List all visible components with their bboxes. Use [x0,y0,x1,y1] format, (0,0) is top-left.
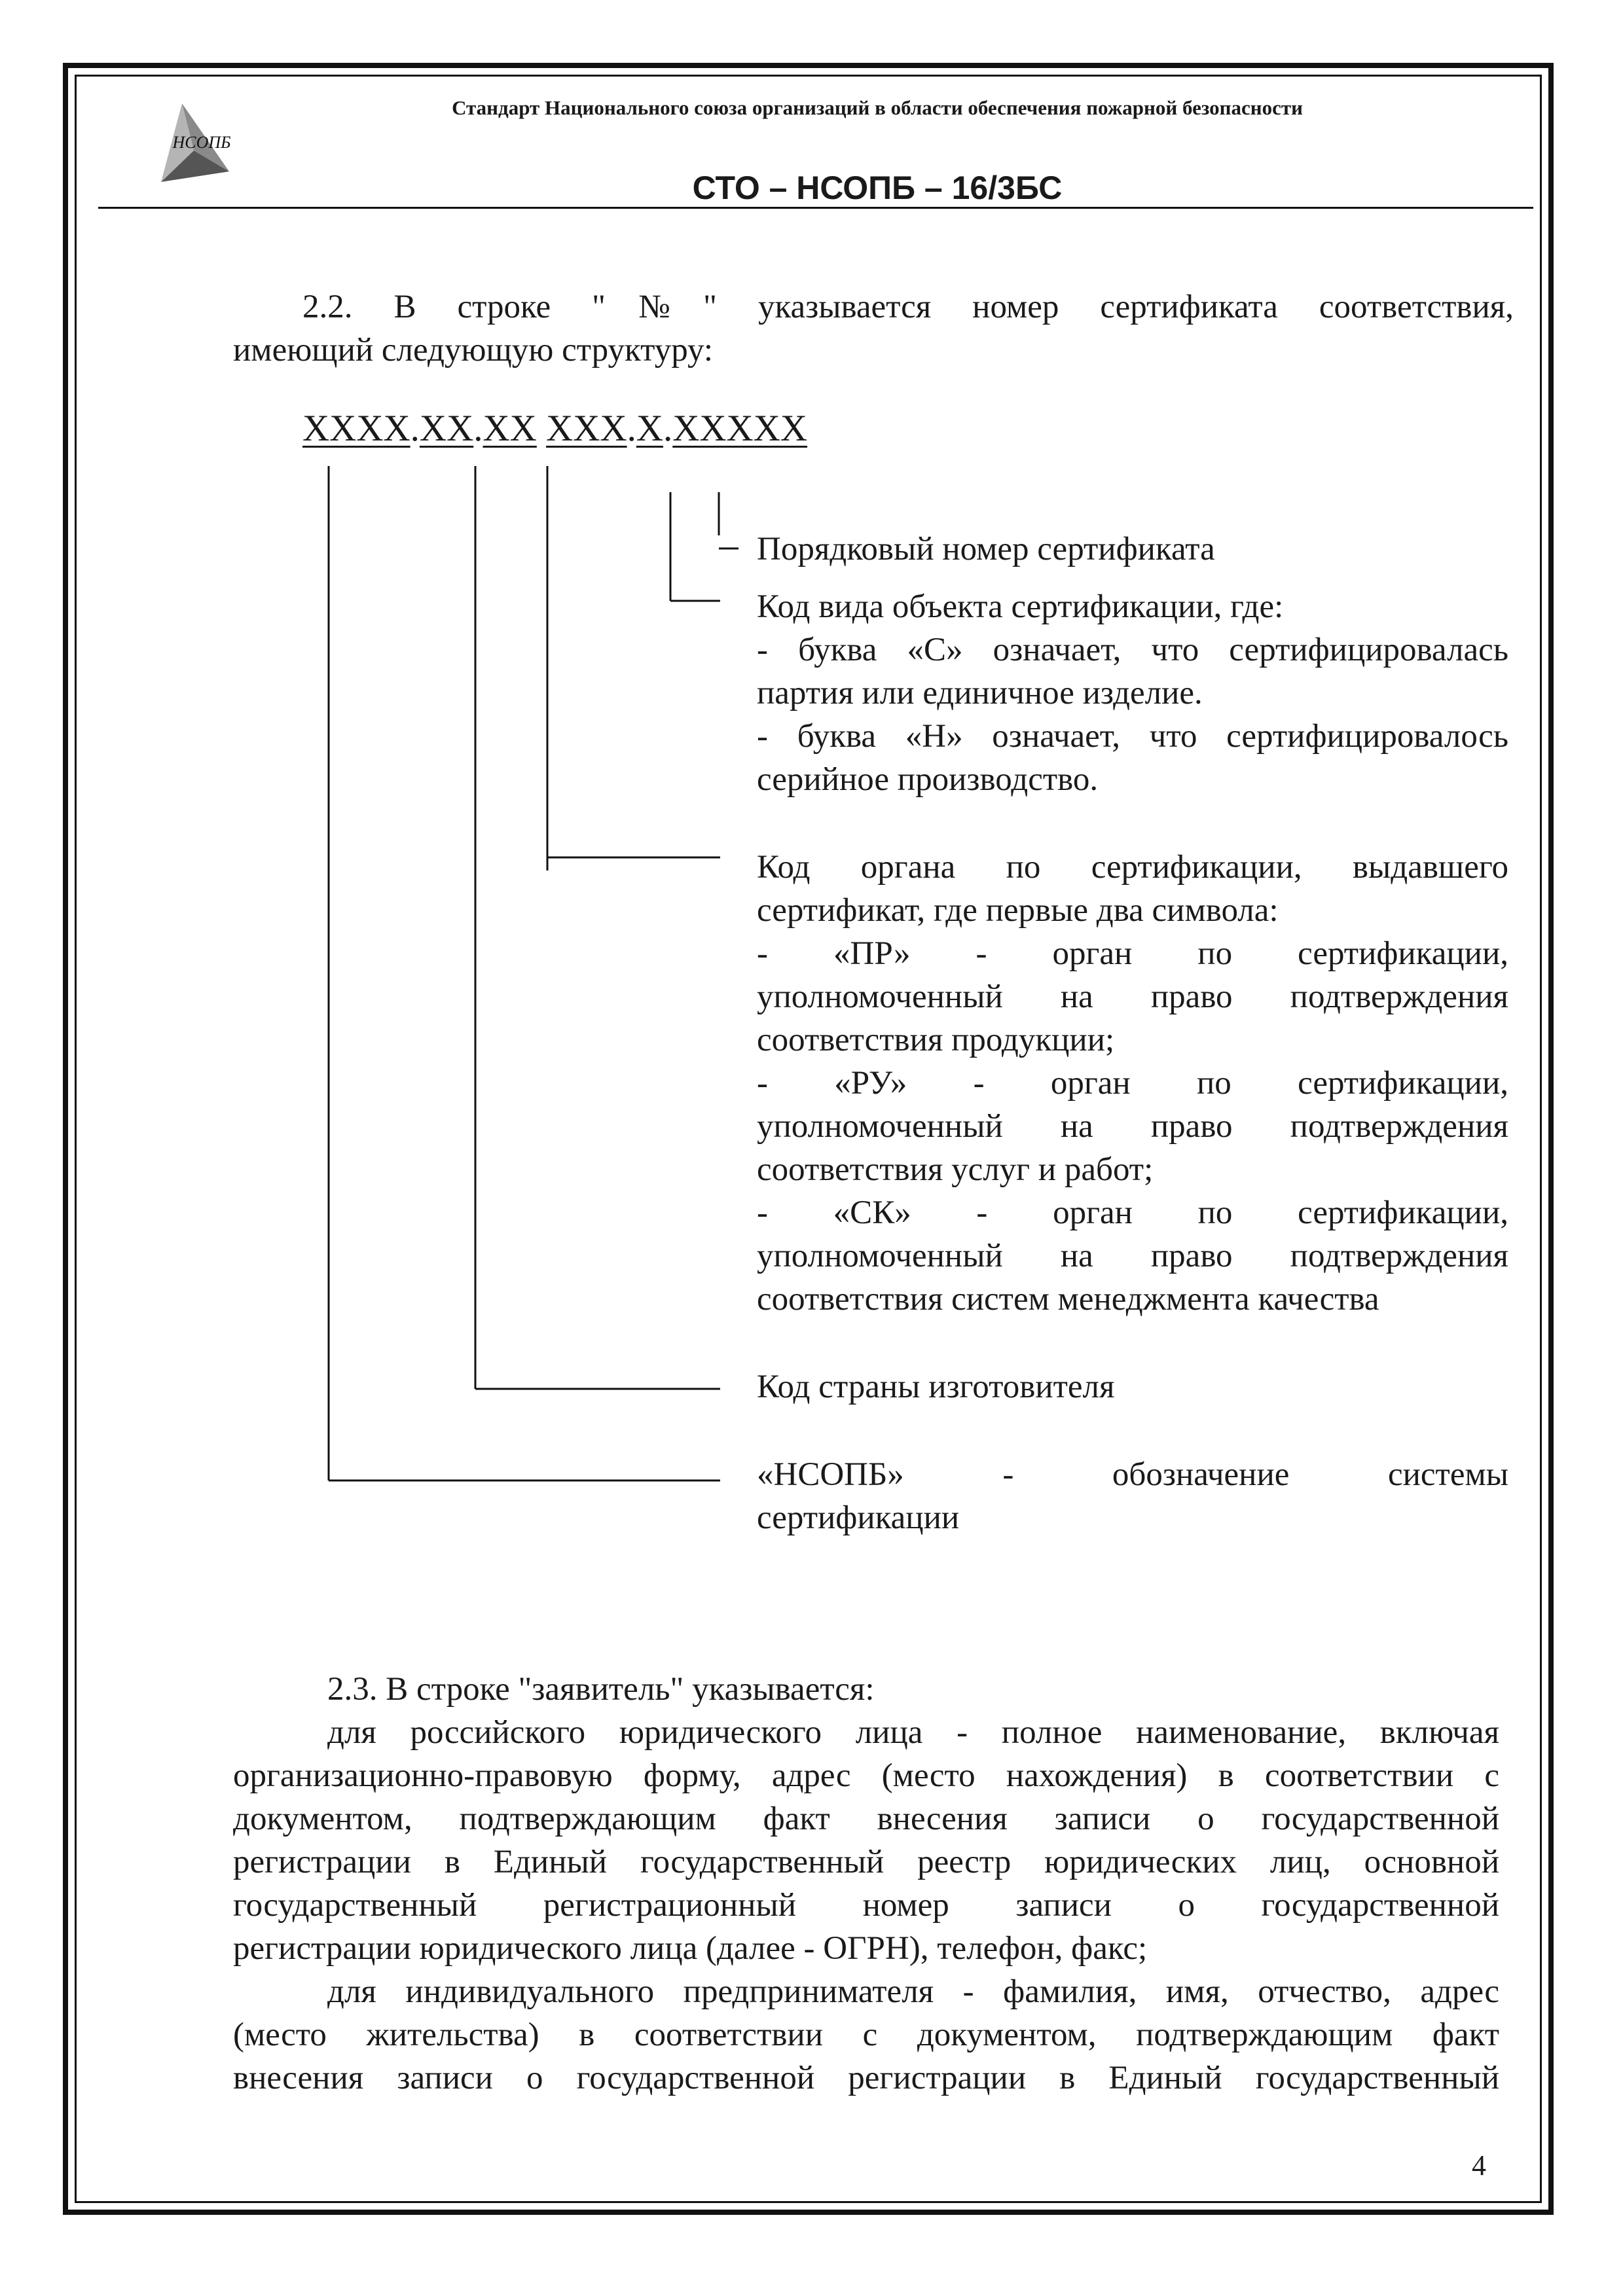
annotation-body-code-title: Код органа по сертификации, выдавшего [757,849,1508,886]
annotation-body-code-line: соответствия услуг и работ; [757,1151,1154,1188]
annotation-serial-number: Порядковый номер сертификата [757,531,1215,567]
annotation-system-line: сертификации [757,1499,960,1536]
section-2-3-intro: 2.3. В строке "заявитель" указывается: [327,1671,875,1708]
section-2-3-para-1-line: регистрации юридического лица (далее - ОГРН), телефон, факс; [233,1930,1148,1967]
cert-code-structure: XXXX.XX.XX XXX.X.XXXXX [302,408,808,449]
cert-code-seg-2: XX [419,408,474,449]
section-2-3-para-2-line: (место жительства) в соответствии с документом, подтверждающим факт [233,2017,1499,2053]
annotation-body-code-line: - «СК» - орган по сертификации, [757,1194,1508,1231]
section-2-3-para-1-line: организационно-правовую форму, адрес (место нахождения) в соответствии с [233,1757,1499,1794]
cert-code-seg-5: X [636,408,663,449]
annotation-object-type-line: - буква «С» означает, что сертифицировалась [757,632,1508,668]
annotation-body-code-line: сертификат, где первые два символа: [757,892,1279,929]
section-2-3-para-1-line: для российского юридического лица - полное наименование, включая [327,1714,1499,1751]
annotation-body-code-line: уполномоченный на право подтверждения [757,978,1508,1015]
annotation-body-code-line: - «ПР» - орган по сертификации, [757,935,1508,972]
section-2-3-para-1-line: государственный регистрационный номер записи о государственной [233,1887,1499,1924]
section-2-2-line-1: 2.2. В строке "№" указывается номер сертификата соответствия, [302,289,1514,325]
section-2-3-para-2-line: для индивидуального предпринимателя - фамилия, имя, отчество, адрес [327,1973,1499,2010]
page-number: 4 [1472,2149,1486,2181]
annotation-system-line: «НСОПБ» - обозначение системы [757,1456,1508,1493]
annotation-body-code-line: уполномоченный на право подтверждения [757,1238,1508,1274]
section-2-3-para-1-line: документом, подтверждающим факт внесения записи о государственной [233,1801,1499,1837]
cert-code-seg-3: XX [483,408,537,449]
annotation-body-code-line: соответствия систем менеджмента качества [757,1281,1379,1318]
section-2-3-para-2-line: внесения записи о государственной регистрации в Единый государственный [233,2060,1499,2096]
section-2-2-line-2: имеющий следующую структуру: [233,332,714,368]
annotation-object-type-title: Код вида объекта сертификации, где: [757,588,1284,625]
org-title: Стандарт Национального союза организаций в области обеспечения пожарной безопасности [452,96,1303,119]
doc-code: СТО – НСОПБ – 16/3БС [692,170,1063,206]
section-2-3-para-1-line: регистрации в Единый государственный реестр юридических лиц, основной [233,1844,1499,1880]
annotation-body-code-line: соответствия продукции; [757,1022,1115,1058]
cert-code-seg-4: XXX [546,408,627,449]
annotation-object-type-line: партия или единичное изделие. [757,675,1203,711]
annotation-body-code-line: уполномоченный на право подтверждения [757,1108,1508,1145]
cert-code-seg-6: XXXXX [672,408,808,449]
annotation-object-type-line: - буква «Н» означает, что сертифицировалось [757,718,1508,755]
cert-code-seg-1: XXXX [302,408,410,449]
annotation-country-code: Код страны изготовителя [757,1369,1115,1405]
annotation-object-type-line: серийное производство. [757,761,1099,798]
logo-text: НСОПБ [172,133,231,152]
annotation-body-code-line: - «РУ» - орган по сертификации, [757,1065,1508,1102]
